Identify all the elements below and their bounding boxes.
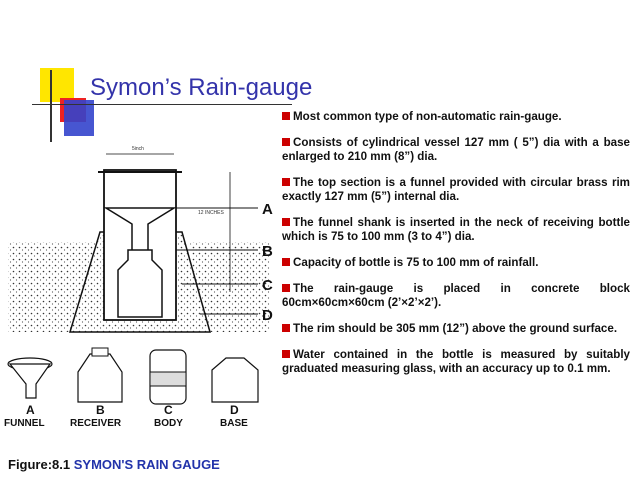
bullet-item [282,322,630,336]
bullet-text: Water contained in the bottle is measured by suitably graduated measuring glass, with an accuracy up to 0.1 mm. [282,348,630,375]
part-name-receiver: RECEIVER [70,418,122,429]
part-body [150,350,186,404]
bullet-square-icon [282,350,290,358]
bullet-item [282,282,630,310]
part-letter-d: D [230,403,239,417]
figure-caption [8,457,220,472]
side-label-a: A [262,201,273,218]
part-letter-b: B [96,403,105,417]
decor-blue-square [64,100,94,136]
part-letter-c: C [164,403,173,417]
bullet-square-icon [282,112,290,120]
decor-yellow-square [40,68,74,102]
part-letter-a: A [26,403,35,417]
part-name-base: BASE [220,418,248,429]
bullet-text: The rain-gauge is placed in concrete block 60cm×60cm×60cm (2’×2’×2’). [282,282,630,309]
side-label-c: C [262,277,273,294]
bullet-square-icon [282,258,290,266]
bullet-text: The funnel shank is inserted in the neck of receiving bottle which is 75 to 100 mm (3 to 4”) dia. [282,216,630,243]
part-base [212,358,258,402]
side-label-b: B [262,243,273,260]
bullet-text: Consists of cylindrical vessel 127 mm ( 5”) dia with a base enlarged to 210 mm (8”) dia. [282,136,630,163]
bullet-list [282,110,630,388]
part-name-funnel: FUNNEL [4,418,45,429]
decor-horizontal-line [32,104,292,105]
dimension-label: 12 INCHES [198,210,224,216]
caption-prefix: Figure:8.1 [8,457,71,472]
bullet-square-icon [282,218,290,226]
slide-title: Symon’s Rain-gauge [90,74,313,101]
bullet-text: The top section is a funnel provided with circular brass rim exactly 127 mm (5”) internal dia. [282,176,630,203]
bullet-item [282,256,630,270]
bullet-item [282,348,630,376]
caption-title: SYMON'S RAIN GAUGE [73,457,220,472]
bullet-square-icon [282,324,290,332]
bullet-item [282,176,630,204]
bullet-text: Most common type of non-automatic rain-gauge. [293,110,562,123]
bullet-square-icon [282,178,290,186]
top-dimension-label: 5inch [132,146,144,152]
bullet-item [282,110,630,124]
bullet-item [282,216,630,244]
bullet-item [282,136,630,164]
bullet-square-icon [282,138,290,146]
rain-gauge-figure [0,132,280,432]
part-receiver [78,348,122,402]
side-label-d: D [262,307,273,324]
part-funnel [8,358,52,398]
bullet-square-icon [282,284,290,292]
bullet-text: The rim should be 305 mm (12”) above the ground surface. [293,322,618,335]
part-name-body: BODY [154,418,183,429]
bullet-text: Capacity of bottle is 75 to 100 mm of rainfall. [293,256,539,269]
